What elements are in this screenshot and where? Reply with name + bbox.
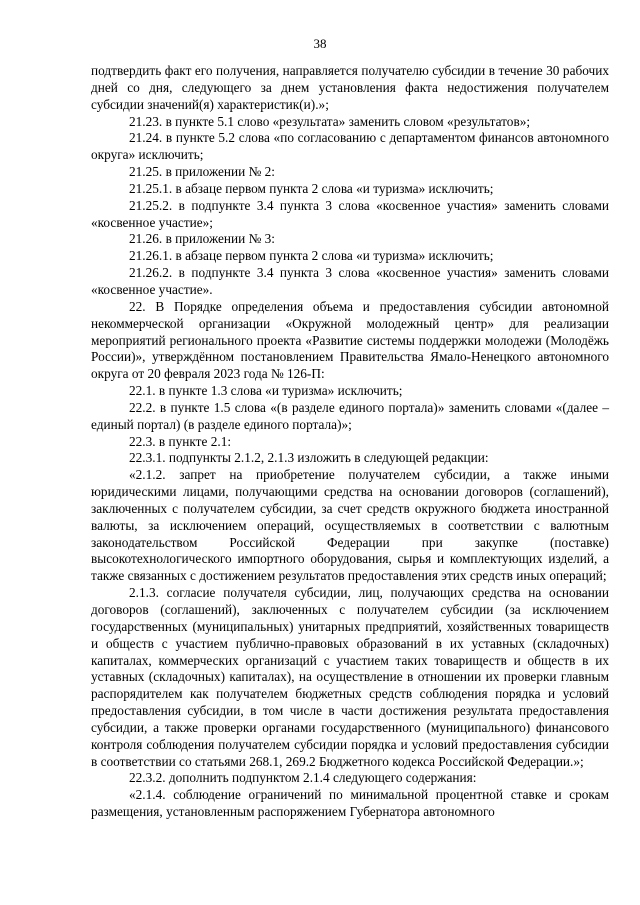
paragraph-22-3: 22.3. в пункте 2.1:	[129, 433, 232, 449]
paragraph-21-24: 21.24. в пункте 5.2 слова «по согласованию с департаментом финансов автономного округа» исключить;	[91, 130, 609, 163]
document-body	[91, 63, 609, 821]
paragraph-22: 22. В Порядке определения объема и предоставления субсидии автономной некоммерческой организации «Окружной молодежный центр» для реализации мероприятий регионального проекта «Развитие системы поддержки молодежи (Молодёжь России)», утверждённом постановлением Правительства Ямало-Ненецкого автономного округа от 20 февраля 2023 года № 126-П:	[91, 298, 609, 382]
paragraph-21-25-2: 21.25.2. в подпункте 3.4 пункта 3 слова «косвенное участия» заменить словами «косвенное участие»;	[91, 197, 609, 230]
paragraph-22-2: 22.2. в пункте 1.5 слова «(в разделе единого портала)» заменить словами «(далее – единый портал) (в разделе единого портала)»;	[91, 399, 609, 432]
paragraph-22-3-2: 22.3.2. дополнить подпунктом 2.1.4 следующего содержания:	[129, 770, 477, 786]
paragraph-2-1-2: «2.1.2. запрет на приобретение получателем субсидии, а также иными юридическими лицами, получающими средства на основании договоров (соглашений), заключенных с получателем субсидии, за счет средств окружного бюджета иностранной валюты, за исключением операций, осуществляемых в соответствии с валютным законодательством Российской Федерации при закупке (поставке) высокотехнологического импортного оборудования, сырья и комплектующих изделий, а также связанных с достижением результатов предоставления этих средств иных операций;	[91, 467, 609, 584]
paragraph-2-1-4: «2.1.4. соблюдение ограничений по минимальной процентной ставке и срокам размещения, установленным распоряжением Губернатора автономного	[91, 787, 609, 820]
paragraph-21-26-1: 21.26.1. в абзаце первом пункта 2 слова «и туризма» исключить;	[129, 248, 494, 264]
paragraph-21-25: 21.25. в приложении № 2:	[129, 164, 275, 180]
paragraph-21-26: 21.26. в приложении № 3:	[129, 231, 275, 247]
paragraph-21-23: 21.23. в пункте 5.1 слово «результата» заменить словом «результатов»;	[129, 113, 531, 129]
paragraph-2-1-3: 2.1.3. согласие получателя субсидии, лиц, получающих средства на основании договоров (соглашений), заключенных с получателем субсидии (за исключением государственных (муниципальных) унитарных предприятий, хозяйственных товариществ и обществ с участием публично-правовых образований в их уставных (складочных) капиталах, коммерческих организаций с участием таких товариществ и обществ в их уставных (складочных) капиталах), на осуществление в отношении их проверки главным распорядителем как получателем бюджетных средств соблюдения порядка и условий предоставления субсидии, в том числе в части достижения результата предоставления субсидии, а также проверки органами государственного (муниципального) финансового контроля соблюдения получателем субсидии порядка и условий предоставления субсидии в соответствии со статьями 268.1, 269.2 Бюджетного кодекса Российской Федерации.»;	[91, 585, 609, 769]
paragraph-22-1: 22.1. в пункте 1.3 слова «и туризма» исключить;	[129, 383, 403, 399]
paragraph-continuation: подтвердить факт его получения, направляется получателю субсидии в течение 30 рабочих дней со дня, следующего за днем установления факта недостижения получателем субсидии значений(я) характеристик(и).»;	[91, 63, 609, 112]
paragraph-22-3-1: 22.3.1. подпункты 2.1.2, 2.1.3 изложить в следующей редакции:	[129, 450, 489, 466]
page-number: 38	[313, 36, 327, 51]
paragraph-21-25-1: 21.25.1. в абзаце первом пункта 2 слова «и туризма» исключить;	[129, 180, 494, 196]
paragraph-21-26-2: 21.26.2. в подпункте 3.4 пункта 3 слова «косвенное участия» заменить словами «косвенное участие».	[91, 265, 609, 297]
